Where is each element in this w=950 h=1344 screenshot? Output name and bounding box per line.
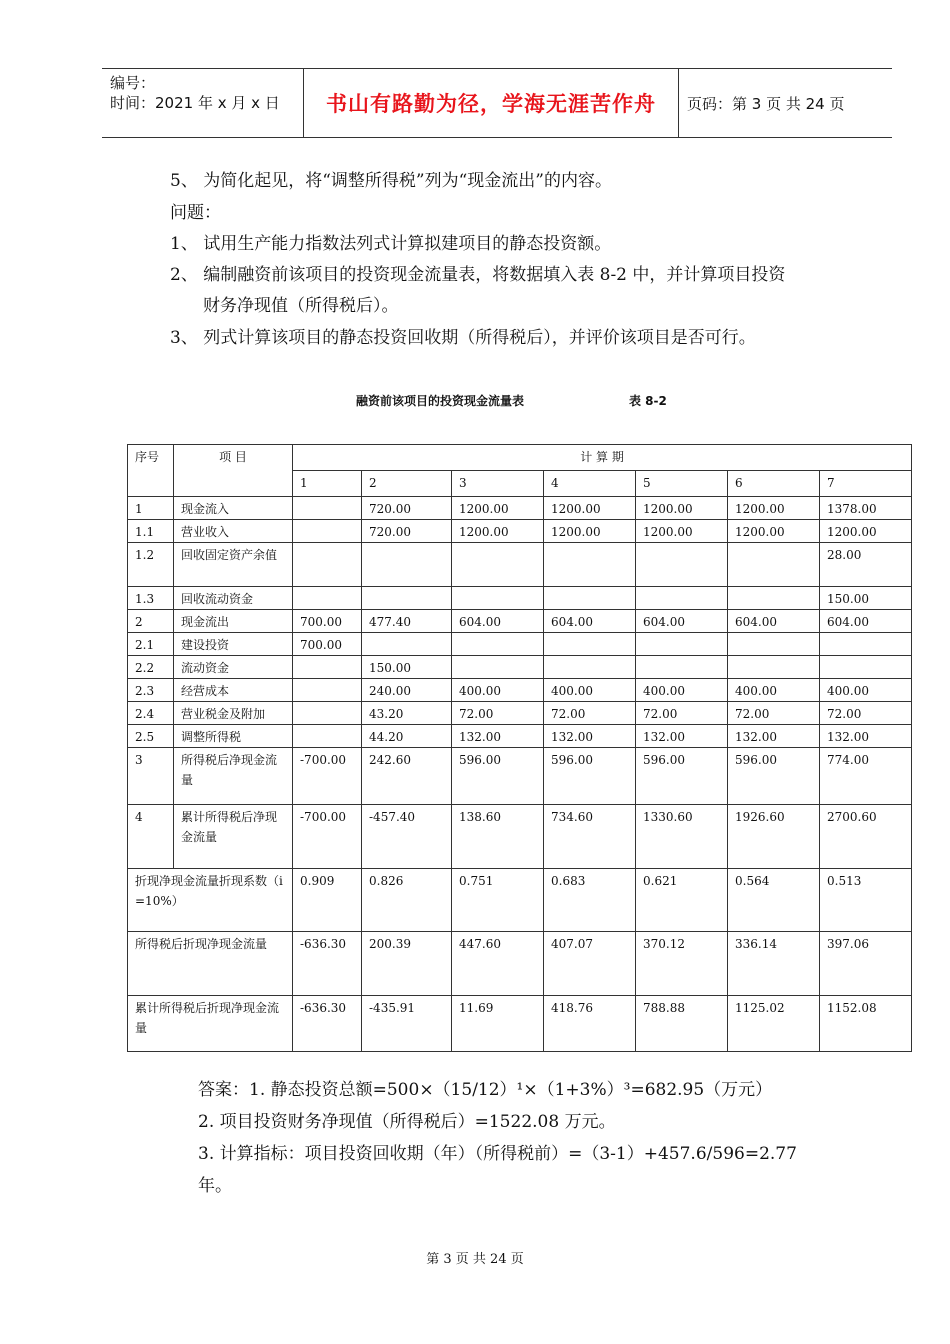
row-value: 788.88 — [636, 996, 728, 1052]
page-header — [102, 68, 892, 138]
row-value: 1125.02 — [728, 996, 820, 1052]
header-page-code: 页码：第 3 页 共 24 页 — [687, 94, 845, 113]
row-value: 200.39 — [362, 932, 452, 996]
row-item: 回收流动资金 — [174, 587, 293, 610]
row-item: 调整所得税 — [174, 725, 293, 748]
row-value — [728, 633, 820, 656]
row-seq: 2.1 — [128, 633, 174, 656]
row-value: 604.00 — [636, 610, 728, 633]
row-value — [452, 543, 544, 587]
row-item: 流动资金 — [174, 656, 293, 679]
row-value: 407.07 — [544, 932, 636, 996]
row-value: 596.00 — [452, 748, 544, 805]
row-value: -435.91 — [362, 996, 452, 1052]
header-seq: 序号 — [128, 445, 174, 497]
row-value: 44.20 — [362, 725, 452, 748]
row-seq: 2 — [128, 610, 174, 633]
period-7: 7 — [820, 471, 912, 497]
discount-row — [128, 996, 912, 1052]
row-value: 72.00 — [636, 702, 728, 725]
row-value: 477.40 — [362, 610, 452, 633]
question-2-line-1: 2、 编制融资前该项目的投资现金流量表，将数据填入表 8-2 中，并计算项目投资 — [170, 265, 786, 285]
row-value: 2700.60 — [820, 805, 912, 869]
row-value: 336.14 — [728, 932, 820, 996]
row-value: 72.00 — [544, 702, 636, 725]
row-value — [636, 656, 728, 679]
row-seq: 1.3 — [128, 587, 174, 610]
row-value: 1200.00 — [728, 497, 820, 520]
row-value: 774.00 — [820, 748, 912, 805]
row-value: 132.00 — [452, 725, 544, 748]
row-value — [293, 702, 362, 725]
row-value — [362, 587, 452, 610]
row-value: 1330.60 — [636, 805, 728, 869]
row-item: 折现净现金流量折现系数（i=10%） — [128, 869, 293, 932]
row-value: 72.00 — [728, 702, 820, 725]
row-value: -636.30 — [293, 996, 362, 1052]
row-value — [452, 587, 544, 610]
row-seq: 2.2 — [128, 656, 174, 679]
row-value: 734.60 — [544, 805, 636, 869]
row-value: 1152.08 — [820, 996, 912, 1052]
row-value — [544, 656, 636, 679]
row-value: -700.00 — [293, 748, 362, 805]
question-1: 1、 试用生产能力指数法列式计算拟建项目的静态投资额。 — [170, 234, 612, 254]
row-value: -700.00 — [293, 805, 362, 869]
row-value: 0.751 — [452, 869, 544, 932]
table-header-row — [128, 445, 912, 471]
row-value: 596.00 — [728, 748, 820, 805]
questions-title: 问题： — [170, 203, 221, 223]
row-item: 经营成本 — [174, 679, 293, 702]
row-value: 0.826 — [362, 869, 452, 932]
row-value: 1200.00 — [636, 520, 728, 543]
row-seq: 1.1 — [128, 520, 174, 543]
row-seq: 1 — [128, 497, 174, 520]
row-value: 72.00 — [452, 702, 544, 725]
table-row — [128, 543, 912, 587]
page-footer: 第 3 页 共 24 页 — [426, 1252, 524, 1267]
row-value — [293, 725, 362, 748]
row-item: 营业税金及附加 — [174, 702, 293, 725]
row-value: 596.00 — [636, 748, 728, 805]
table-row — [128, 587, 912, 610]
period-3: 3 — [452, 471, 544, 497]
row-value: 604.00 — [820, 610, 912, 633]
row-value — [452, 633, 544, 656]
period-6: 6 — [728, 471, 820, 497]
answer-3-line-1: 3. 计算指标：项目投资回收期（年）（所得税前）=（3-1）+457.6/596=2.77 — [198, 1144, 797, 1164]
header-motto: 书山有路勤为径，学海无涯苦作舟 — [304, 69, 679, 137]
cash-flow-table — [127, 444, 912, 1052]
row-value: 132.00 — [636, 725, 728, 748]
row-value: 0.683 — [544, 869, 636, 932]
row-value: 1200.00 — [452, 497, 544, 520]
row-value: 240.00 — [362, 679, 452, 702]
answer-2: 2. 项目投资财务净现值（所得税后）=1522.08 万元。 — [198, 1112, 616, 1132]
period-1: 1 — [293, 471, 362, 497]
row-value: 1200.00 — [820, 520, 912, 543]
row-value: 150.00 — [362, 656, 452, 679]
discount-row — [128, 869, 912, 932]
row-value: 1926.60 — [728, 805, 820, 869]
row-value — [293, 520, 362, 543]
row-value: 720.00 — [362, 497, 452, 520]
row-value: 604.00 — [544, 610, 636, 633]
row-value — [293, 679, 362, 702]
row-value — [452, 656, 544, 679]
row-item: 所得税后折现净现金流量 — [128, 932, 293, 996]
row-value — [293, 543, 362, 587]
row-value: 700.00 — [293, 610, 362, 633]
row-value — [362, 543, 452, 587]
row-value: 370.12 — [636, 932, 728, 996]
row-value: 400.00 — [544, 679, 636, 702]
row-value: 0.621 — [636, 869, 728, 932]
table-row — [128, 702, 912, 725]
row-value: 138.60 — [452, 805, 544, 869]
row-value: 400.00 — [452, 679, 544, 702]
table-row — [128, 748, 912, 805]
row-item: 累计所得税后折现净现金流量 — [128, 996, 293, 1052]
row-item: 建设投资 — [174, 633, 293, 656]
row-value: 132.00 — [820, 725, 912, 748]
row-value: 0.909 — [293, 869, 362, 932]
row-value — [293, 497, 362, 520]
row-value: 132.00 — [728, 725, 820, 748]
header-meta — [102, 69, 304, 137]
note-5: 5、 为简化起见，将“调整所得税”列为“现金流出”的内容。 — [170, 171, 612, 191]
question-3: 3、 列式计算该项目的静态投资回收期（所得税后），并评价该项目是否可行。 — [170, 328, 756, 348]
row-value: 596.00 — [544, 748, 636, 805]
question-2-line-2: 财务净现值（所得税后）。 — [203, 296, 399, 316]
row-value — [728, 543, 820, 587]
row-value — [544, 633, 636, 656]
row-item: 累计所得税后净现金流量 — [174, 805, 293, 869]
row-value: 132.00 — [544, 725, 636, 748]
discount-row — [128, 932, 912, 996]
row-value: 1200.00 — [728, 520, 820, 543]
row-value — [293, 587, 362, 610]
table-row — [128, 497, 912, 520]
row-value — [293, 656, 362, 679]
row-value: 700.00 — [293, 633, 362, 656]
row-seq: 1.2 — [128, 543, 174, 587]
header-item: 项 目 — [174, 445, 293, 497]
row-value — [636, 587, 728, 610]
row-value: -457.40 — [362, 805, 452, 869]
table-row — [128, 656, 912, 679]
row-value — [362, 633, 452, 656]
row-value: 400.00 — [820, 679, 912, 702]
table-caption-number: 表 8-2 — [629, 394, 667, 408]
table-row — [128, 679, 912, 702]
row-value: 0.564 — [728, 869, 820, 932]
row-value: 1200.00 — [636, 497, 728, 520]
row-value: 1200.00 — [544, 520, 636, 543]
row-seq: 2.5 — [128, 725, 174, 748]
row-value — [820, 656, 912, 679]
header-period: 计 算 期 — [293, 445, 912, 471]
row-value — [820, 633, 912, 656]
row-value: 418.76 — [544, 996, 636, 1052]
answer-3-line-2: 年。 — [198, 1176, 232, 1196]
row-value: 1200.00 — [452, 520, 544, 543]
row-seq: 3 — [128, 748, 174, 805]
row-value: 72.00 — [820, 702, 912, 725]
row-value: -636.30 — [293, 932, 362, 996]
table-row — [128, 610, 912, 633]
row-seq: 2.4 — [128, 702, 174, 725]
doc-number-label: 编号： — [110, 74, 156, 92]
row-value — [636, 633, 728, 656]
row-value: 604.00 — [728, 610, 820, 633]
table-row — [128, 725, 912, 748]
period-4: 4 — [544, 471, 636, 497]
period-5: 5 — [636, 471, 728, 497]
row-item: 营业收入 — [174, 520, 293, 543]
row-value: 11.69 — [452, 996, 544, 1052]
row-item: 现金流出 — [174, 610, 293, 633]
row-value: 0.513 — [820, 869, 912, 932]
row-value — [544, 587, 636, 610]
row-value — [728, 587, 820, 610]
row-value: 400.00 — [636, 679, 728, 702]
row-item: 现金流入 — [174, 497, 293, 520]
row-item: 回收固定资产余值 — [174, 543, 293, 587]
row-value: 400.00 — [728, 679, 820, 702]
doc-date: 时间：2021 年 x 月 x 日 — [110, 94, 280, 112]
row-value: 720.00 — [362, 520, 452, 543]
row-seq: 4 — [128, 805, 174, 869]
row-value — [728, 656, 820, 679]
row-value: 43.20 — [362, 702, 452, 725]
row-value: 150.00 — [820, 587, 912, 610]
row-seq: 2.3 — [128, 679, 174, 702]
answer-1: 答案：1. 静态投资总额=500×（15/12）¹×（1+3%）³=682.95（万元） — [198, 1080, 773, 1100]
table-row — [128, 520, 912, 543]
row-value: 604.00 — [452, 610, 544, 633]
row-value: 447.60 — [452, 932, 544, 996]
period-2: 2 — [362, 471, 452, 497]
row-value: 242.60 — [362, 748, 452, 805]
row-value — [544, 543, 636, 587]
row-value: 1200.00 — [544, 497, 636, 520]
row-value: 28.00 — [820, 543, 912, 587]
row-value: 397.06 — [820, 932, 912, 996]
row-item: 所得税后净现金流量 — [174, 748, 293, 805]
row-value: 1378.00 — [820, 497, 912, 520]
table-row — [128, 805, 912, 869]
table-row — [128, 633, 912, 656]
table-caption-title: 融资前该项目的投资现金流量表 — [356, 394, 525, 408]
row-value — [636, 543, 728, 587]
